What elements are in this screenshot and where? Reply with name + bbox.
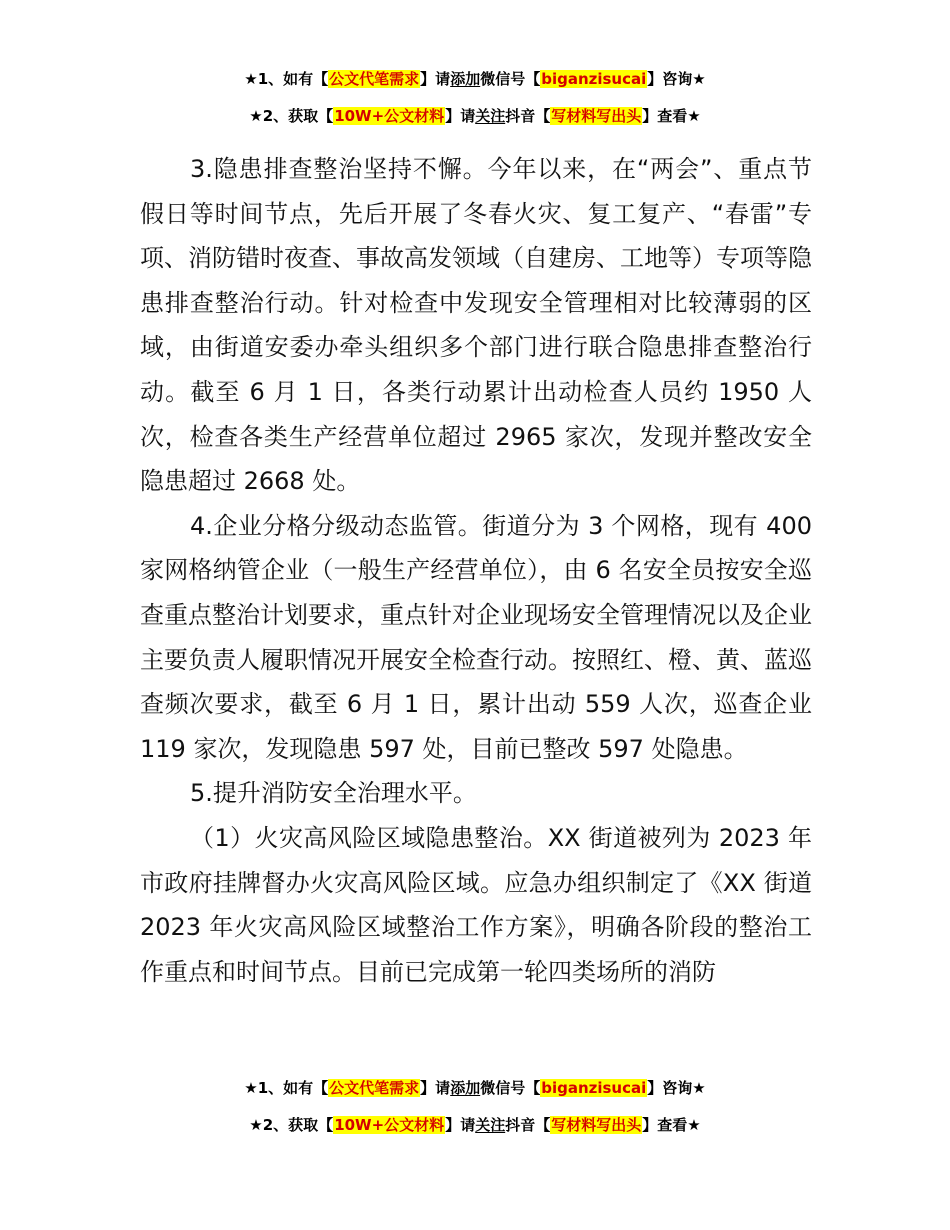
banner-prefix: ★2、获取【 bbox=[249, 1116, 334, 1134]
banner-underlined-text: 关注 bbox=[475, 1116, 506, 1134]
banner-highlight: 10W+公文材料 bbox=[334, 1116, 445, 1134]
banner-suffix: 】查看★ bbox=[642, 107, 701, 125]
header-banner-line-2 bbox=[0, 106, 950, 126]
footer-banner-line-2 bbox=[0, 1115, 950, 1135]
banner-text: 】请 bbox=[445, 107, 476, 125]
banner-highlight: 10W+公文材料 bbox=[334, 107, 445, 125]
banner-underlined-text: 添加 bbox=[450, 1079, 481, 1097]
banner-suffix: 】咨询★ bbox=[647, 1079, 706, 1097]
banner-text: 抖音【 bbox=[505, 107, 551, 125]
banner-highlight: 写材料写出头 bbox=[551, 1116, 642, 1134]
banner-text: 】请 bbox=[420, 1079, 451, 1097]
banner-text: 抖音【 bbox=[505, 1116, 551, 1134]
document-body bbox=[140, 147, 812, 994]
banner-suffix: 】咨询★ bbox=[647, 70, 706, 88]
paragraph-fire-risk-rectification: （1）火灾高风险区域隐患整治。XX 街道被列为 2023 年市政府挂牌督办火灾高风险区域。应急办组织制定了《XX 街道 2023 年火灾高风险区域整治工作方案》，明确各阶段的整治工作重点和时间节点。目前已完成第一轮四类场所的消防 bbox=[140, 823, 812, 986]
header-banner-line-1 bbox=[0, 69, 950, 89]
banner-text: 微信号【 bbox=[480, 1079, 541, 1097]
banner-highlight: 公文代笔需求 bbox=[329, 1079, 420, 1097]
banner-highlight: biganzisucai bbox=[541, 70, 647, 88]
paragraph-hazard-inspection: 3.隐患排查整治坚持不懈。今年以来，在“两会”、重点节假日等时间节点，先后开展了冬春火灾、复工复产、“春雷”专项、消防错时夜查、事故高发领域（自建房、工地等）专项等隐患排查整治行动。针对检查中发现安全管理相对比较薄弱的区域，由街道安委办牵头组织多个部门进行联合隐患排查整治行动。截至 6 月 1 日，各类行动累计出动检查人员约 1950 人次，检查各类生产经营单位超过 2965 家次，发现并整改安全隐患超过 2668 处。 bbox=[140, 155, 812, 496]
banner-prefix: ★1、如有【 bbox=[244, 70, 329, 88]
banner-prefix: ★2、获取【 bbox=[249, 107, 334, 125]
banner-highlight: biganzisucai bbox=[541, 1079, 647, 1097]
banner-text: 】请 bbox=[420, 70, 451, 88]
banner-text: 】请 bbox=[445, 1116, 476, 1134]
paragraph-fire-safety-heading: 5.提升消防安全治理水平。 bbox=[190, 779, 477, 808]
paragraph-enterprise-supervision: 4.企业分格分级动态监管。街道分为 3 个网格，现有 400 家网格纳管企业（一般生产经营单位），由 6 名安全员按安全巡查重点整治计划要求，重点针对企业现场安全管理情况以及企业主要负责人履职情况开展安全检查行动。按照红、橙、黄、蓝巡查频次要求，截至 6 月 1 日，累计出动 559 人次，巡查企业 119 家次，发现隐患 597 处，目前已整改 597 处隐患。 bbox=[140, 511, 812, 763]
banner-prefix: ★1、如有【 bbox=[244, 1079, 329, 1097]
banner-underlined-text: 添加 bbox=[450, 70, 481, 88]
banner-text: 微信号【 bbox=[480, 70, 541, 88]
banner-highlight: 写材料写出头 bbox=[551, 107, 642, 125]
banner-suffix: 】查看★ bbox=[642, 1116, 701, 1134]
banner-underlined-text: 关注 bbox=[475, 107, 506, 125]
banner-highlight: 公文代笔需求 bbox=[329, 70, 420, 88]
footer-banner-line-1 bbox=[0, 1078, 950, 1098]
